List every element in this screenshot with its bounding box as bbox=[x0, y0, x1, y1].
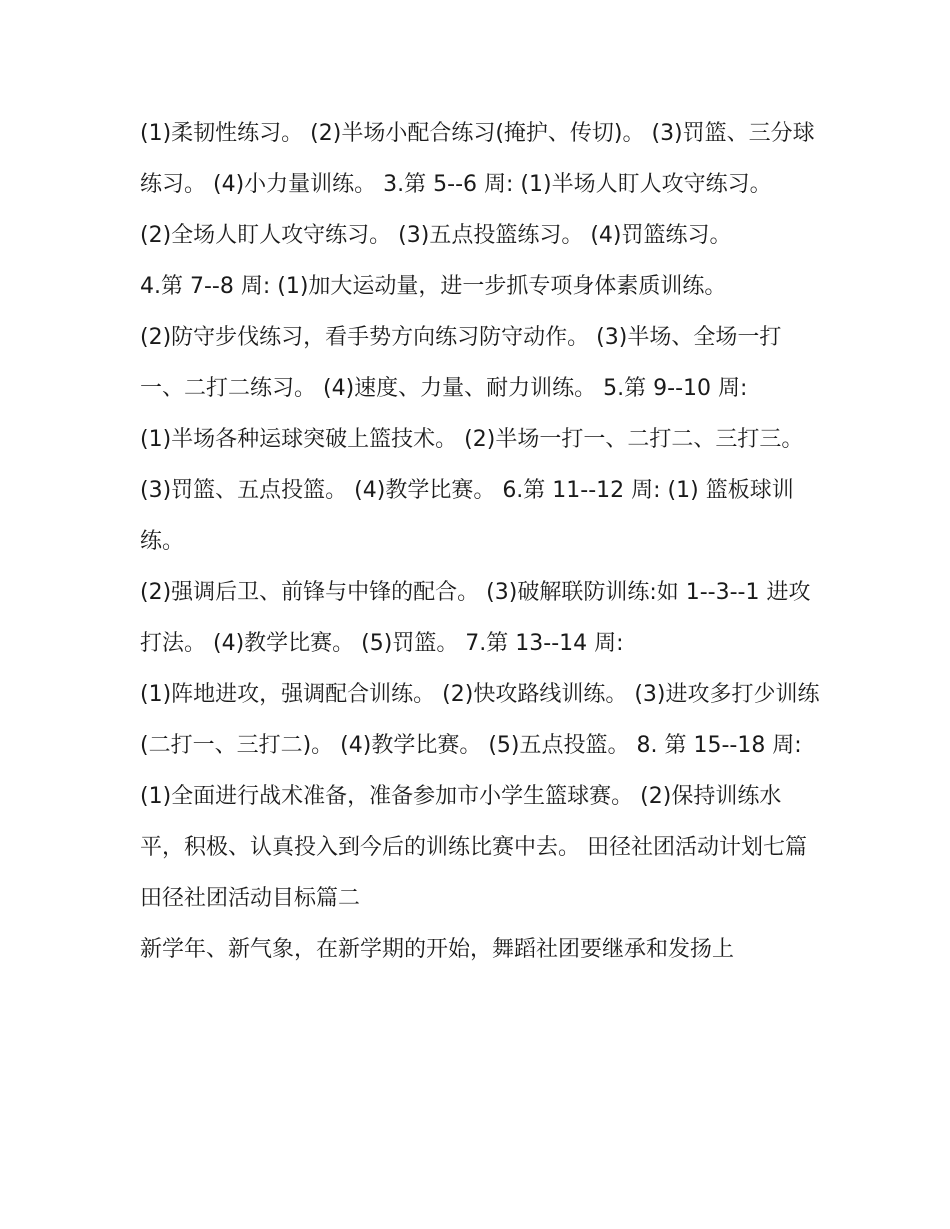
paragraph-3: 4.第 7--8 周: (1)加大运动量，进一步抓专项身体素质训练。 bbox=[140, 274, 727, 299]
paragraph-8: (1)全面进行战术准备，准备参加市小学生篮球赛。 (2)保持训练水平，积极、认真投入到今后的训练比赛中去。 田径社团活动计划七篇 田径社团活动目标篇二 bbox=[140, 784, 807, 911]
paragraph-2: (2)全场人盯人攻守练习。 (3)五点投篮练习。 (4)罚篮练习。 bbox=[140, 223, 732, 248]
paragraph-5: (1)半场各种运球突破上篮技术。 (2)半场一打一、二打二、三打三。 (3)罚篮、五点投篮。 (4)教学比赛。 6.第 11--12 周: (1) 篮板球训练。 bbox=[140, 427, 804, 554]
paragraph-7: (1)阵地进攻，强调配合训练。 (2)快攻路线训练。 (3)进攻多打少训练(二打一、三打二)。 (4)教学比赛。 (5)五点投篮。 8. 第 15--18 周: bbox=[140, 682, 820, 758]
document-body bbox=[140, 108, 820, 975]
paragraph-1: (1)柔韧性练习。 (2)半场小配合练习(掩护、传切)。 (3)罚篮、三分球练习。 (4)小力量训练。 3.第 5--6 周: (1)半场人盯人攻守练习。 bbox=[140, 121, 815, 197]
paragraph-6: (2)强调后卫、前锋与中锋的配合。 (3)破解联防训练:如 1--3--1 进攻打法。 (4)教学比赛。 (5)罚篮。 7.第 13--14 周: bbox=[140, 580, 811, 656]
paragraph-4: (2)防守步伐练习，看手势方向练习防守动作。 (3)半场、全场一打一、二打二练习。 (4)速度、力量、耐力训练。 5.第 9--10 周: bbox=[140, 325, 782, 401]
paragraph-9: 新学年、新气象，在新学期的开始，舞蹈社团要继承和发扬上 bbox=[140, 937, 735, 962]
